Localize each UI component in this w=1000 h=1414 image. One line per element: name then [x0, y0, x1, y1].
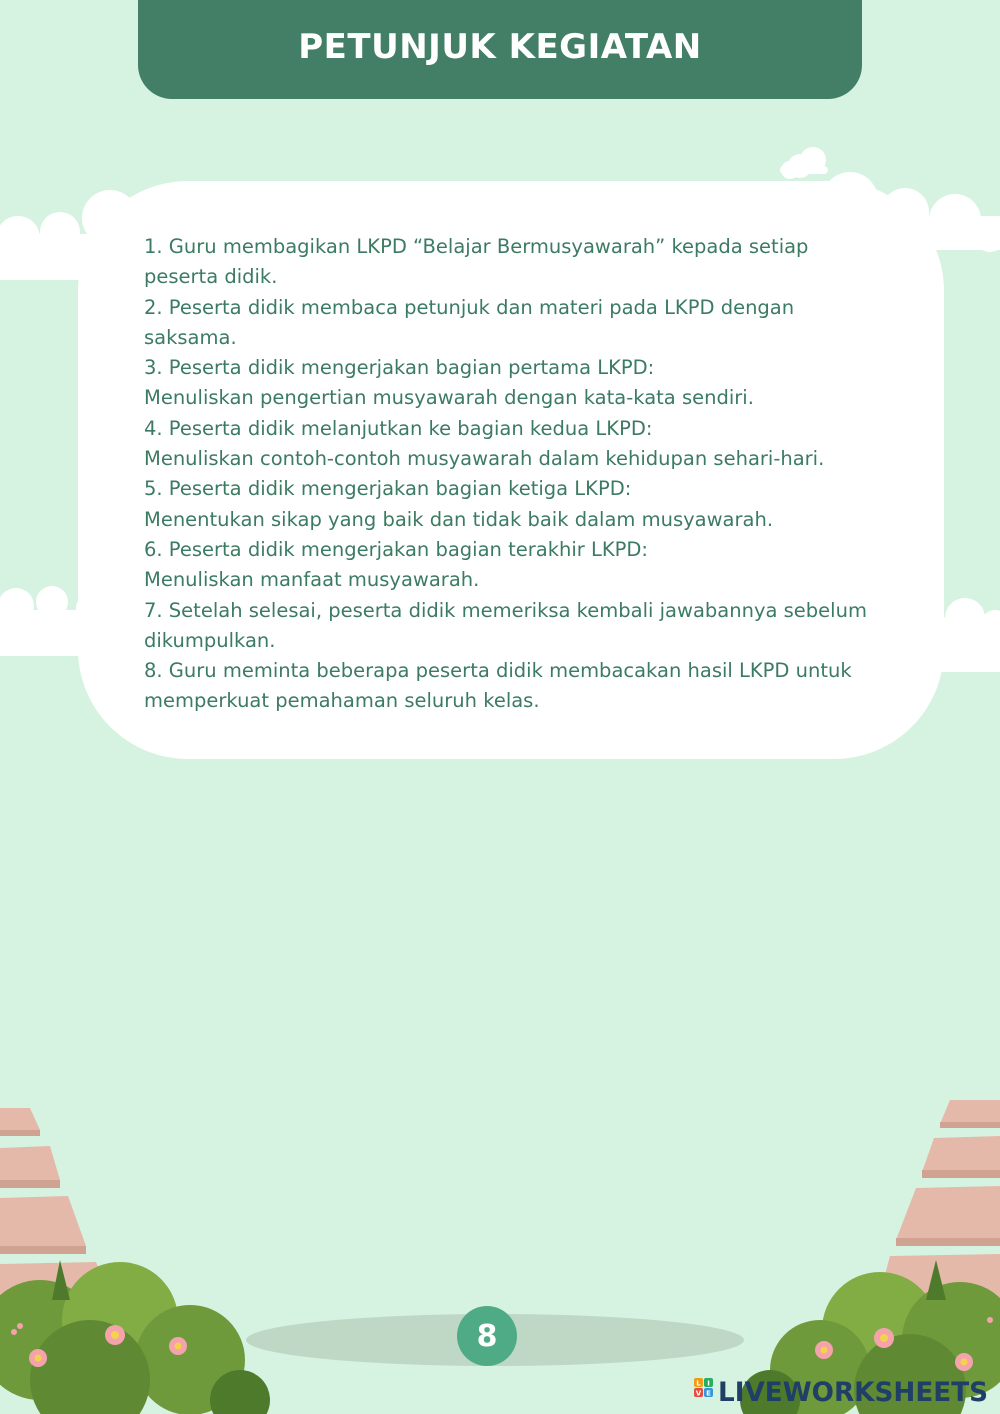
step-line: 2. Peserta didik membaca petunjuk dan materi pada LKPD dengan	[144, 295, 795, 319]
list-item	[144, 474, 944, 535]
step-line: Menuliskan manfaat musyawarah.	[144, 568, 480, 592]
list-item	[144, 232, 944, 293]
list-item	[144, 596, 944, 657]
header-banner	[138, 0, 862, 99]
logo-letter: L	[696, 1379, 701, 1388]
step-line: saksama.	[144, 325, 237, 349]
watermark-text: LIVEWORKSHEETS	[718, 1377, 988, 1408]
bush-left	[0, 1250, 280, 1414]
instruction-list	[144, 232, 944, 717]
liveworksheets-logo	[692, 1374, 992, 1410]
step-line: 5. Peserta didik mengerjakan bagian ketiga LKPD:	[144, 477, 632, 501]
list-item	[144, 535, 944, 596]
list-item	[144, 656, 944, 717]
step-line: 8. Guru meminta beberapa peserta didik membacakan hasil LKPD untuk	[144, 659, 852, 683]
list-item	[144, 293, 944, 354]
step-line: 6. Peserta didik mengerjakan bagian terakhir LKPD:	[144, 537, 649, 561]
logo-letter: I	[707, 1379, 710, 1388]
step-line: 4. Peserta didik melanjutkan ke bagian kedua LKPD:	[144, 416, 653, 440]
list-item	[144, 414, 944, 475]
step-line: memperkuat pemahaman seluruh kelas.	[144, 689, 540, 713]
logo-letter: V	[695, 1389, 702, 1398]
step-line: Menentukan sikap yang baik dan tidak baik dalam musyawarah.	[144, 507, 774, 531]
step-line: Menuliskan pengertian musyawarah dengan kata-kata sendiri.	[144, 386, 754, 410]
page-number-badge: 8	[457, 1306, 517, 1366]
step-line: peserta didik.	[144, 265, 278, 289]
step-line: Menuliskan contoh-contoh musyawarah dalam kehidupan sehari-hari.	[144, 447, 825, 471]
step-line: dikumpulkan.	[144, 628, 276, 652]
logo-letter: E	[706, 1389, 711, 1398]
page-title: PETUNJUK KEGIATAN	[298, 26, 702, 67]
step-line: 7. Setelah selesai, peserta didik memeriksa kembali jawabannya sebelum	[144, 598, 867, 622]
list-item	[144, 353, 944, 414]
step-line: 3. Peserta didik mengerjakan bagian pertama LKPD:	[144, 356, 655, 380]
step-line: 1. Guru membagikan LKPD “Belajar Bermusyawarah” kepada setiap	[144, 235, 809, 258]
